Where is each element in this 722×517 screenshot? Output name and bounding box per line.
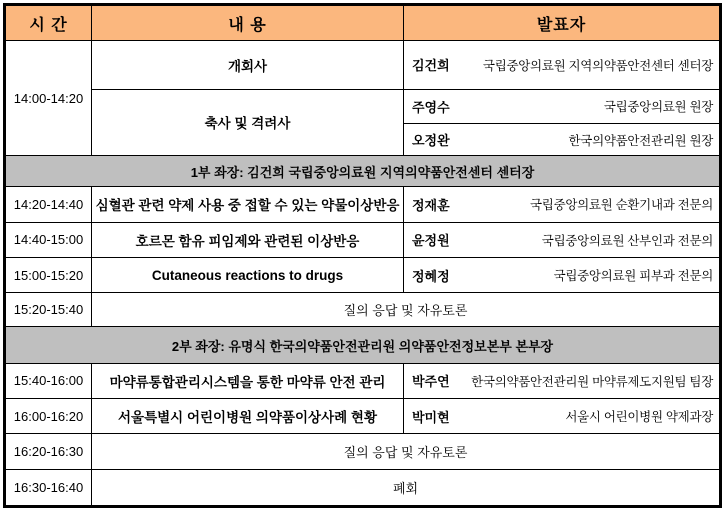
presenter-cell <box>404 222 721 257</box>
presenter-name: 정혜정 <box>412 268 450 284</box>
time-cell: 15:20-15:40 <box>5 293 92 327</box>
row-congrats-speaker1 <box>5 89 721 123</box>
header-time: 시 간 <box>5 5 92 41</box>
presenter-cell-opening <box>404 41 721 90</box>
time-cell: 16:30-16:40 <box>5 469 92 506</box>
content-cell: 심혈관 관련 약제 사용 중 접할 수 있는 약물이상반응 <box>92 187 404 222</box>
table-header-row <box>5 5 721 41</box>
presenter-affiliation: 국립중앙의료원 피부과 전문의 <box>553 269 713 283</box>
content-cell: 호르몬 함유 피임제와 관련된 이상반응 <box>92 222 404 257</box>
presenter-affiliation: 한국의약품안전관리원 원장 <box>568 133 713 148</box>
row-talk <box>5 222 721 257</box>
time-cell: 15:00-15:20 <box>5 257 92 292</box>
section-band-part1: 1부 좌장: 김건희 국립중앙의료원 지역의약품안전센터 센터장 <box>5 156 721 187</box>
qna-cell: 질의 응답 및 자유토론 <box>92 434 721 469</box>
header-presenter: 발표자 <box>404 5 721 41</box>
presenter-name: 박미현 <box>412 409 450 425</box>
presenter-cell-speaker2 <box>404 124 721 156</box>
presenter-affiliation: 서울시 어린이병원 약제과장 <box>565 410 713 425</box>
header-content: 내 용 <box>92 5 404 41</box>
content-cell: 서울특별시 어린이병원 의약품이상사례 현황 <box>92 398 404 433</box>
presenter-name: 오정완 <box>412 133 450 149</box>
presenter-name: 박주연 <box>412 374 450 390</box>
section-band-part2: 2부 좌장: 유명식 한국의약품안전관리원 의약품안전정보본부 본부장 <box>5 327 721 363</box>
time-cell: 14:20-14:40 <box>5 187 92 222</box>
row-talk <box>5 257 721 292</box>
presenter-cell <box>404 363 721 398</box>
content-cell: Cutaneous reactions to drugs <box>92 257 404 292</box>
presenter-cell <box>404 398 721 433</box>
time-cell: 15:40-16:00 <box>5 363 92 398</box>
row-talk <box>5 398 721 433</box>
row-opening <box>5 41 721 90</box>
row-talk <box>5 363 721 398</box>
row-part1-chair <box>5 156 721 187</box>
time-cell: 16:00-16:20 <box>5 398 92 433</box>
presenter-name: 김건희 <box>412 58 450 74</box>
presenter-cell-speaker1 <box>404 89 721 123</box>
presenter-affiliation: 국립중앙의료원 지역의약품안전센터 센터장 <box>482 58 713 73</box>
row-talk <box>5 187 721 222</box>
time-cell: 14:40-15:00 <box>5 222 92 257</box>
program-schedule-table <box>3 3 722 508</box>
time-cell: 16:20-16:30 <box>5 434 92 469</box>
presenter-cell <box>404 257 721 292</box>
presenter-affiliation: 국립중앙의료원 순환기내과 전문의 <box>530 198 713 213</box>
qna-cell: 질의 응답 및 자유토론 <box>92 293 721 327</box>
presenter-name: 윤정원 <box>412 233 450 249</box>
presenter-name: 주영수 <box>412 99 450 115</box>
presenter-affiliation: 한국의약품안전관리원 마약류제도지원팀 팀장 <box>471 374 713 389</box>
time-cell-opening: 14:00-14:20 <box>5 41 92 156</box>
presenter-name: 정재훈 <box>412 197 450 213</box>
row-closing <box>5 469 721 506</box>
closing-cell: 폐회 <box>92 469 721 506</box>
presenter-affiliation: 국립중앙의료원 산부인과 전문의 <box>541 233 713 248</box>
row-qna-part1 <box>5 293 721 327</box>
row-part2-chair <box>5 327 721 363</box>
content-cell-opening: 개회사 <box>92 41 404 90</box>
presenter-affiliation: 국립중앙의료원 원장 <box>603 100 713 115</box>
content-cell: 마약류통합관리시스템을 통한 마약류 안전 관리 <box>92 363 404 398</box>
presenter-cell <box>404 187 721 222</box>
row-qna-part2 <box>5 434 721 469</box>
content-cell-congrats: 축사 및 격려사 <box>92 89 404 155</box>
